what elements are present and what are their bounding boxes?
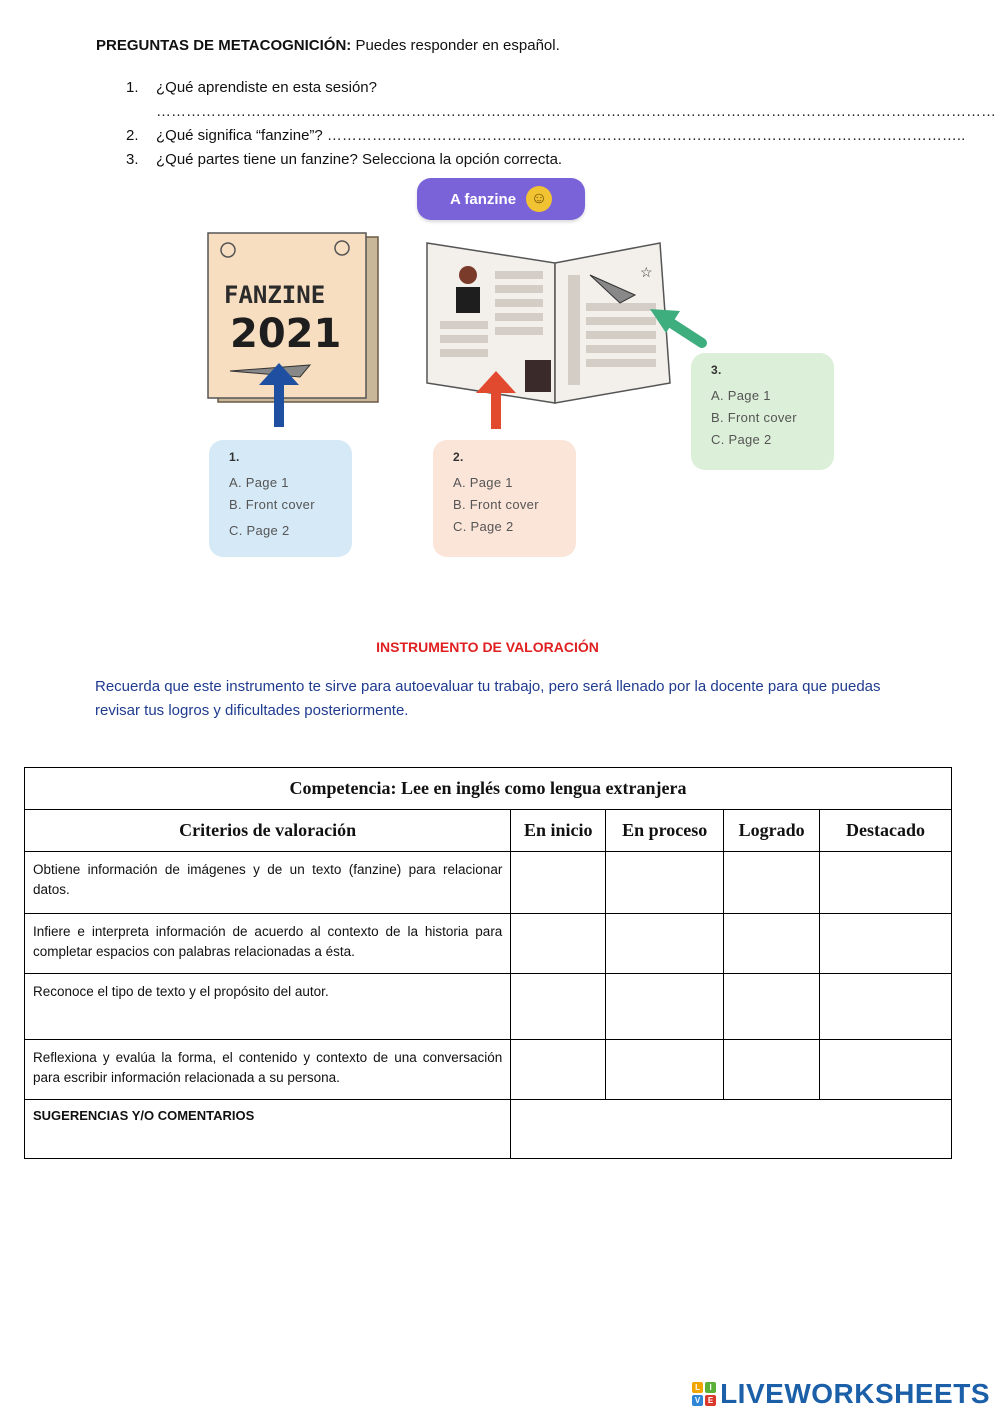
criterion-cell: Reconoce el tipo de texto y el propósito del autor. bbox=[25, 974, 511, 1040]
suggestions-row bbox=[25, 1100, 952, 1159]
question-number: 1. bbox=[126, 79, 139, 96]
rating-cell[interactable] bbox=[511, 852, 606, 914]
option-b[interactable]: B. Front cover bbox=[453, 497, 539, 512]
header-destacado: Destacado bbox=[820, 810, 952, 852]
criterion-cell: Obtiene información de imágenes y de un texto (fanzine) para relacionar datos. bbox=[25, 852, 511, 914]
rating-cell[interactable] bbox=[724, 974, 820, 1040]
rating-cell[interactable] bbox=[820, 974, 952, 1040]
question-number: 3. bbox=[126, 151, 139, 168]
assessment-note: Recuerda que este instrumento te sirve para autoevaluar tu trabajo, pero será llenado por la docente para que puedas revisar tus logros y dificultades posteriormente. bbox=[95, 678, 881, 719]
option-box-number: 3. bbox=[711, 363, 722, 377]
rating-cell[interactable] bbox=[606, 974, 724, 1040]
rating-cell[interactable] bbox=[820, 914, 952, 974]
rating-cell[interactable] bbox=[511, 1040, 606, 1100]
criterion-cell: Reflexiona y evalúa la forma, el contenido y contexto de una conversación para escribir información relacionada a su persona. bbox=[25, 1040, 511, 1100]
header-en-inicio: En inicio bbox=[511, 810, 606, 852]
question-text: ¿Qué aprendiste en esta sesión? bbox=[156, 79, 377, 96]
star-icon: ☆ bbox=[640, 264, 653, 280]
logo-letter: L bbox=[692, 1382, 703, 1393]
logo-letter: E bbox=[705, 1395, 716, 1406]
cover-title-2: 2021 bbox=[230, 311, 342, 357]
cover-title-1: FANZINE bbox=[224, 281, 326, 309]
assessment-table bbox=[24, 767, 952, 1159]
open-fanzine-drawing bbox=[427, 243, 670, 403]
option-c[interactable]: C. Page 2 bbox=[453, 519, 514, 534]
logo-text: LIVEWORKSHEETS bbox=[720, 1378, 990, 1409]
rating-cell[interactable] bbox=[606, 1040, 724, 1100]
option-box-number: 2. bbox=[453, 450, 464, 464]
logo-icon bbox=[692, 1382, 716, 1406]
question-text: ¿Qué significa “fanzine”? bbox=[156, 127, 323, 144]
fanzine-illustration bbox=[190, 225, 720, 440]
question-item-1 bbox=[126, 76, 866, 100]
answer-line-2[interactable]: ……………………………………………………………………………………………………………….. bbox=[322, 127, 966, 144]
rating-cell[interactable] bbox=[511, 974, 606, 1040]
question-item-2 bbox=[126, 124, 966, 148]
option-b[interactable]: B. Front cover bbox=[229, 497, 315, 512]
rating-cell[interactable] bbox=[724, 852, 820, 914]
person-icon bbox=[459, 266, 477, 284]
questions-list bbox=[126, 76, 996, 172]
header-row bbox=[25, 810, 952, 852]
option-c[interactable]: C. Page 2 bbox=[711, 432, 772, 447]
table-row bbox=[25, 1040, 952, 1100]
competencia-row bbox=[25, 768, 952, 810]
table-row bbox=[25, 914, 952, 974]
option-c[interactable]: C. Page 2 bbox=[229, 523, 290, 538]
table-row bbox=[25, 852, 952, 914]
option-box-2 bbox=[433, 440, 576, 557]
header-criterios: Criterios de valoración bbox=[25, 810, 511, 852]
questions-title bbox=[96, 37, 560, 54]
table-row bbox=[25, 974, 952, 1040]
criterion-cell: Infiere e interpreta información de acuerdo al contexto de la historia para completar espacios con palabras relacionadas a ésta. bbox=[25, 914, 511, 974]
smiley-icon: ☺ bbox=[526, 186, 552, 212]
option-b[interactable]: B. Front cover bbox=[711, 410, 797, 425]
rating-cell[interactable] bbox=[724, 1040, 820, 1100]
suggestions-label: SUGERENCIAS Y/O COMENTARIOS bbox=[25, 1100, 511, 1159]
question-item-3 bbox=[126, 148, 866, 172]
option-a[interactable]: A. Page 1 bbox=[229, 475, 289, 490]
option-a[interactable]: A. Page 1 bbox=[453, 475, 513, 490]
rating-cell[interactable] bbox=[724, 914, 820, 974]
rating-cell[interactable] bbox=[606, 852, 724, 914]
header-logrado: Logrado bbox=[724, 810, 820, 852]
option-box-number: 1. bbox=[229, 450, 240, 464]
option-box-3 bbox=[691, 353, 834, 470]
city-icon bbox=[525, 360, 551, 392]
fanzine-pill bbox=[417, 178, 585, 220]
front-cover-drawing bbox=[208, 233, 378, 402]
pill-label: A fanzine bbox=[449, 190, 517, 208]
competencia-cell: Competencia: Lee en inglés como lengua extranjera bbox=[25, 768, 952, 810]
header-en-proceso: En proceso bbox=[606, 810, 724, 852]
logo-letter: V bbox=[692, 1395, 703, 1406]
questions-title-rest: Puedes responder en español. bbox=[351, 37, 560, 54]
liveworksheets-logo bbox=[692, 1378, 990, 1410]
rating-cell[interactable] bbox=[511, 914, 606, 974]
question-text: ¿Qué partes tiene un fanzine? Selecciona la opción correcta. bbox=[156, 151, 563, 168]
rating-cell[interactable] bbox=[606, 914, 724, 974]
logo-letter: I bbox=[705, 1382, 716, 1393]
rating-cell[interactable] bbox=[820, 852, 952, 914]
answer-line-1[interactable]: …………………………………………………………………………………………………………………………………………………… bbox=[156, 103, 996, 120]
option-a[interactable]: A. Page 1 bbox=[711, 388, 771, 403]
suggestions-input[interactable] bbox=[511, 1100, 952, 1159]
rating-cell[interactable] bbox=[820, 1040, 952, 1100]
question-number: 2. bbox=[126, 127, 139, 144]
assessment-title: INSTRUMENTO DE VALORACIÓN bbox=[376, 639, 599, 655]
option-box-1 bbox=[209, 440, 352, 557]
questions-title-bold: PREGUNTAS DE METACOGNICIÓN: bbox=[96, 37, 352, 54]
